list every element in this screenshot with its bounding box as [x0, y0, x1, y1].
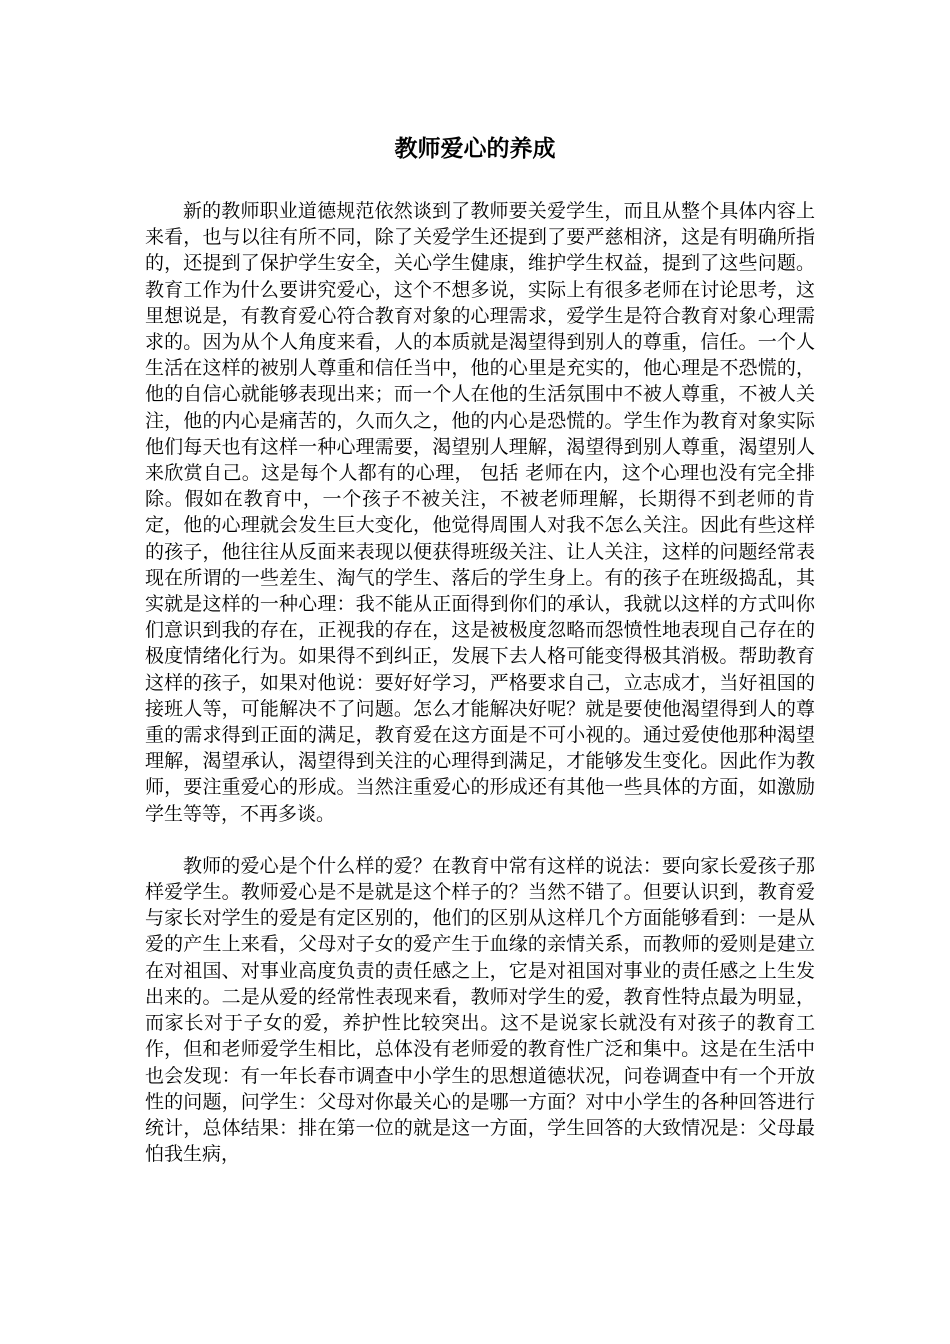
document-title: 教师爱心的养成 — [394, 136, 556, 162]
paragraph-2: 教师的爱心是个什么样的爱？在教育中常有这样的说法：要向家长爱孩子那样爱学生。教师爱心是不是就是这个样子的？当然不错了。但要认识到，教育爱与家长对学生的爱是有定区别的，他们的区别从这样几个方面能够看到：一是从爱的产生上来看，父母对子女的爱产生于血缘的亲情关系，而教师的爱则是建立在对祖国、对事业高度负责的责任感之上，它是对祖国对事业的责任感之上生发出来的。二是从爱的经常性表现来看，教师对学生的爱，教育性特点最为明显， 而家长对于子女的爱，养护性比较突出。这不是说家长就没有对孩子的教育工作，但和老师爱学生相比，总体没有老师爱的教育性广泛和集中。这是在生活中也会发现：有一年长春市调查中小学生的思想道德状况，问卷调查中有一个开放性的问题，问学生：父母对你最关心的是哪一方面？对中小学生的各种回答进行统计，总体结果：排在第一位的就是这一方面，学生回答的大致情况是：父母最怕我生病， — [145, 854, 815, 1166]
paragraph-1: 新的教师职业道德规范依然谈到了教师要关爱学生，而且从整个具体内容上来看，也与以往有所不同，除了关爱学生还提到了要严慈相济，这是有明确所指的，还提到了保护学生安全，关心学生健康，维护学生权益，提到了这些问题。教育工作为什么要讲究爱心，这个不想多说，实际上有很多老师在讨论思考，这里想说是，有教育爱心符合教育对象的心理需求，爱学生是符合教育对象心理需求的。因为从个人角度来看，人的本质就是渴望得到别人的尊重，信任。一个人生活在这样的被别人尊重和信任当中，他的心里是充实的，他心理是不恐慌的，他的自信心就能够表现出来；而一个人在他的生活氛围中不被人尊重，不被人关注，他的内心是痛苦的，久而久之，他的内心是恐慌的。学生作为教育对象实际他们每天也有这样一种心理需要，渴望别人理解，渴望得到别人尊重，渴望别人来欣赏自己。这是每个人都有的心理， 包括 老师在内，这个心理也没有完全排除。假如在教育中，一个孩子不被关注，不被老师理解，长期得不到老师的肯定，他的心理就会发生巨大变化，他觉得周围人对我不怎么关注。因此有些这样的孩子，他往往从反面来表现以便获得班级关注、让人关注，这样的问题经常表现在所谓的一些差生、淘气的学生、落后的学生身上。有的孩子在班级捣乱，其实就是这样的一种心理：我不能从正面得到你们的承认，我就以这样的方式叫你们意识到我的存在，正视我的存在，这是被极度忽略而怨愤性地表现自己存在的极度情绪化行为。如果得不到纠正，发展下去人格可能变得极其消极。帮助教育这样的孩子，如果对他说：要好好学习，严格要求自己，立志成才，当好祖国的接班人等，可能解决不了问题。怎么才能解决好呢？就是要使他渴望得到人的尊重的需求得到正面的满足，教育爱在这方面是不可小视的。通过爱使他那种渴望理解，渴望承认，渴望得到关注的心理得到满足，才能够发生变化。因此作为教师，要注重爱心的形成。当然注重爱心的形成还有其他一些具体的方面，如激励学生等等，不再多谈。 — [145, 200, 815, 825]
document-body — [145, 198, 815, 1167]
